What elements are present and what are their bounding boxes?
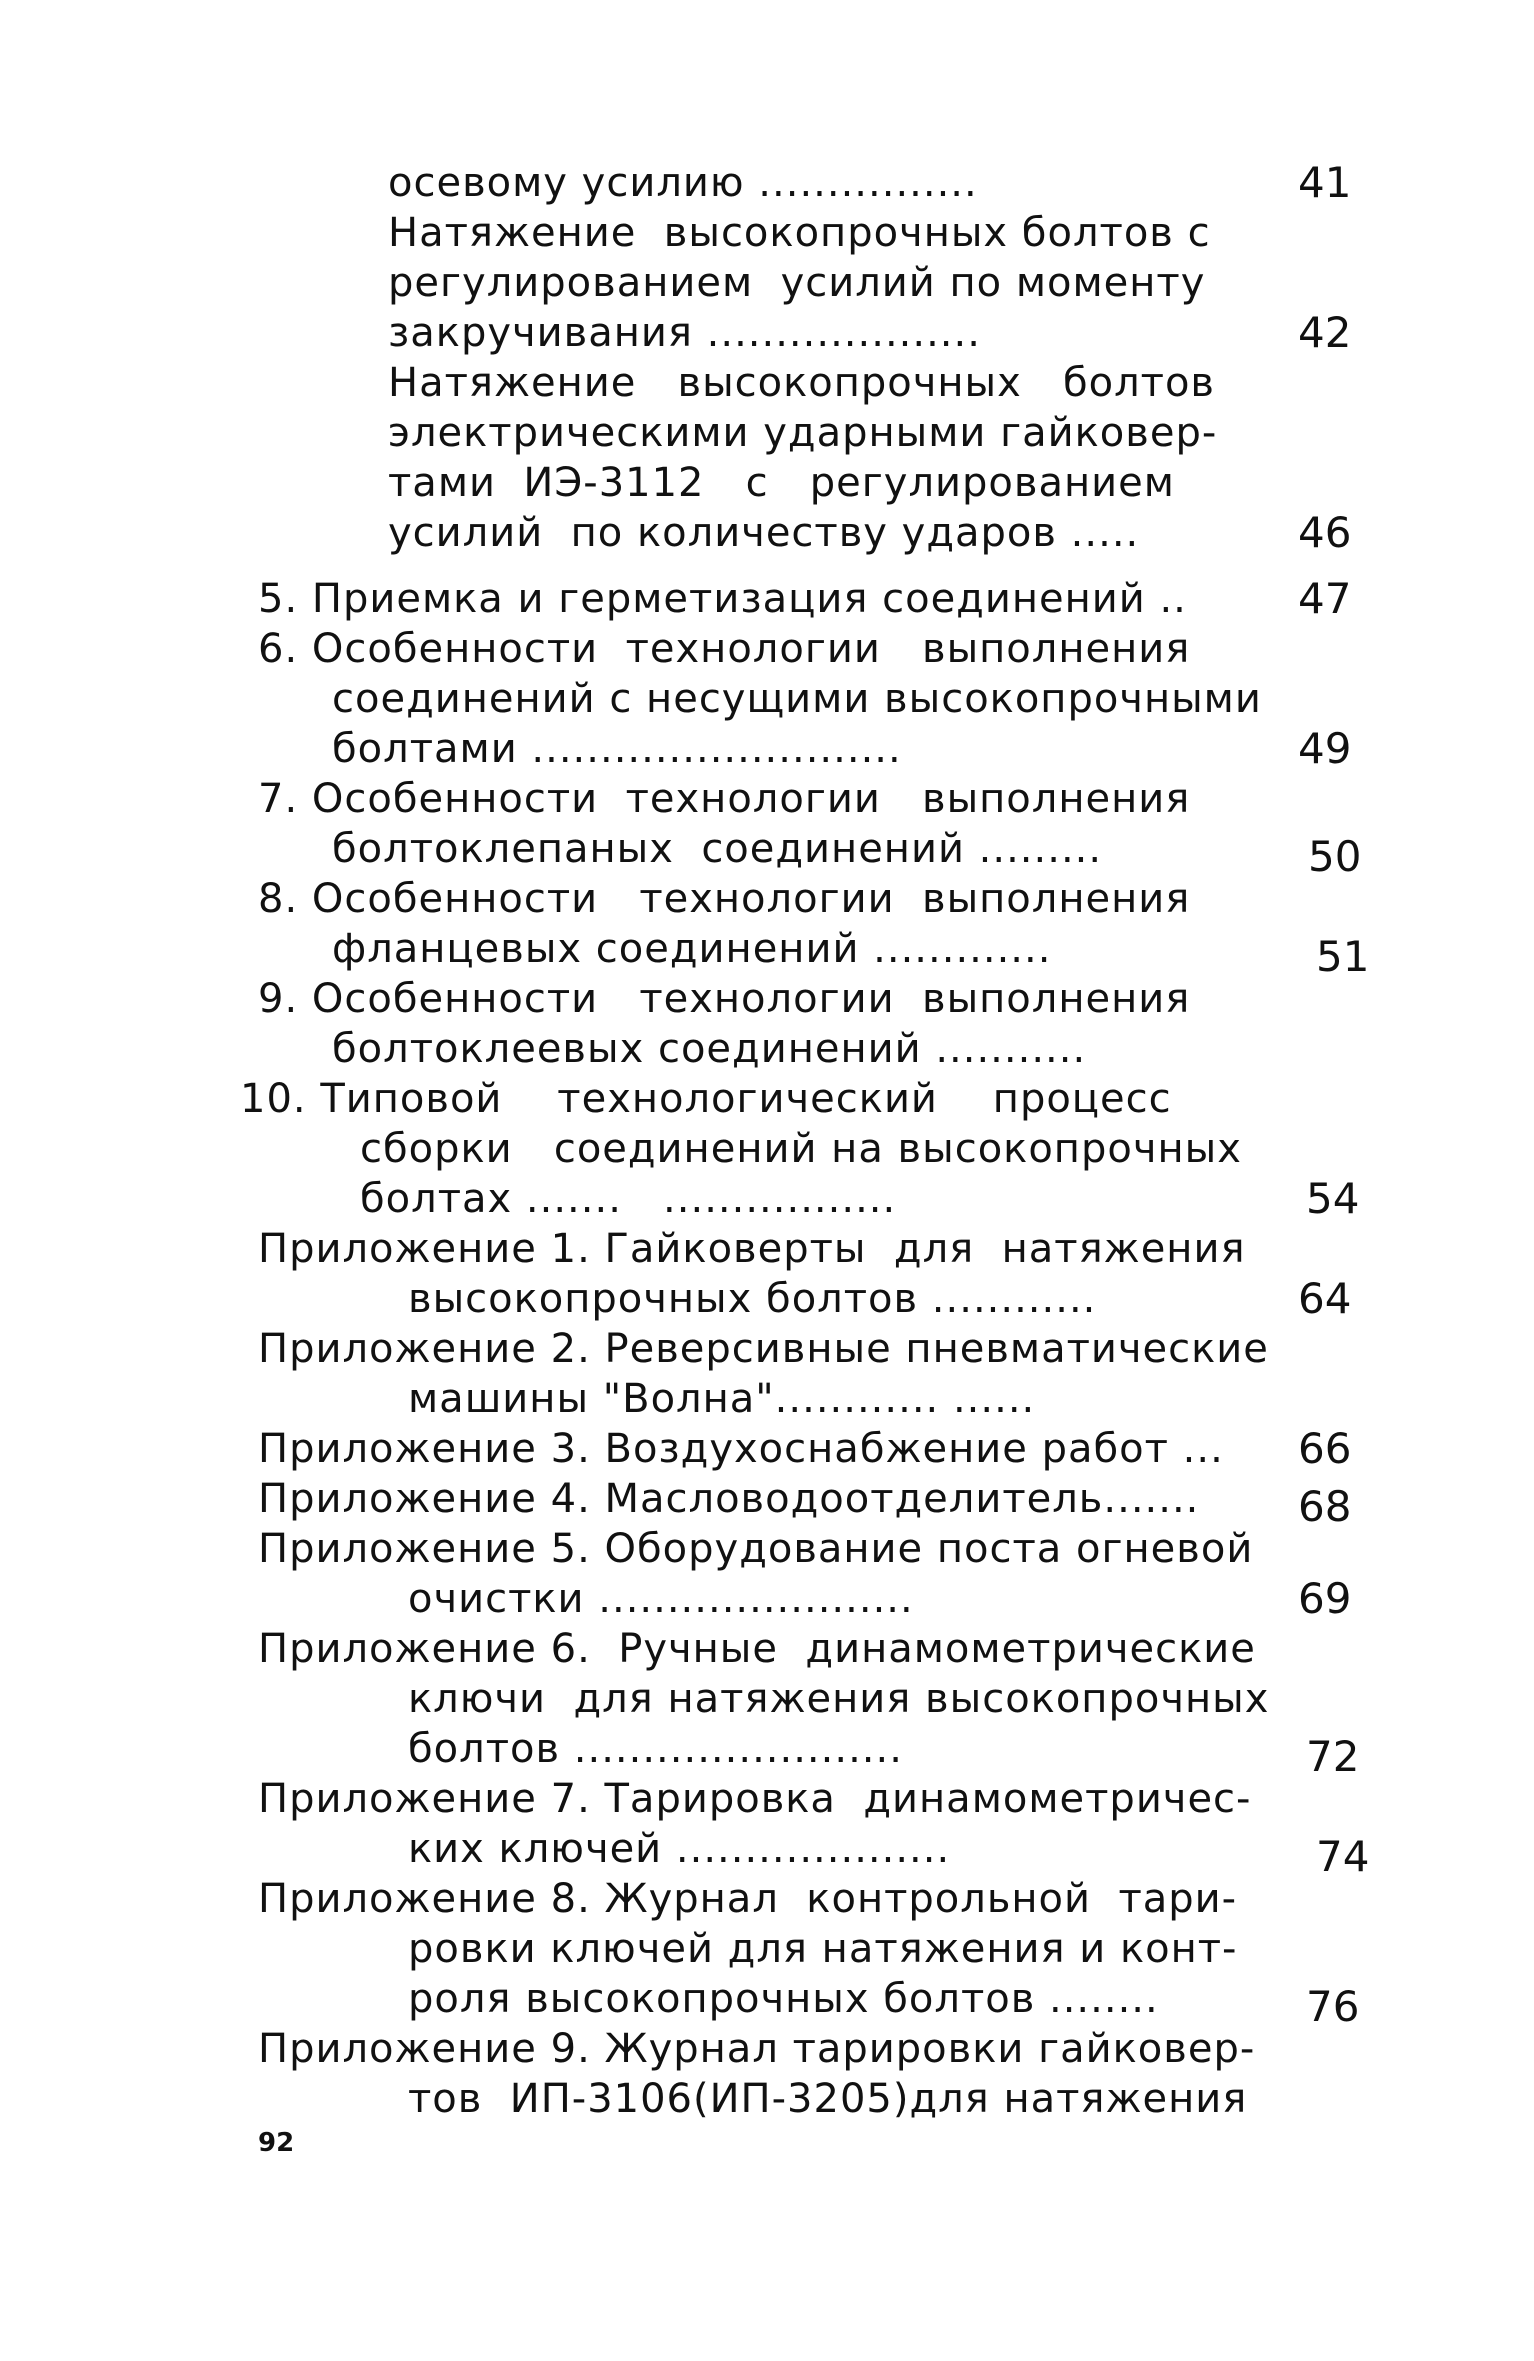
toc-line: закручивания .................... <box>388 310 981 356</box>
toc-line: электрическими ударными гайковер- <box>388 410 1218 456</box>
toc-line: 7. Особенности технологии выполнения <box>258 776 1191 822</box>
toc-line: 9. Особенности технологии выполнения <box>258 976 1191 1022</box>
toc-page-number: 74 <box>1316 1832 1370 1881</box>
toc-line: Приложение 7. Тарировка динамометричес- <box>258 1776 1252 1822</box>
toc-line: регулированием усилий по моменту <box>388 260 1206 306</box>
toc-page-number: 76 <box>1306 1982 1360 2031</box>
toc-line: тов ИП-3106(ИП-3205)для натяжения <box>408 2076 1248 2122</box>
toc-page-number: 54 <box>1306 1174 1360 1223</box>
toc-line: машины "Волна"............ ...... <box>408 1376 1036 1422</box>
toc-line: Приложение 2. Реверсивные пневматические <box>258 1326 1269 1372</box>
toc-line: 5. Приемка и герметизация соединений .. <box>258 576 1187 622</box>
toc-line: ких ключей .................... <box>408 1826 951 1872</box>
toc-line: Приложение 6. Ручные динамометрические <box>258 1626 1256 1672</box>
toc-line: ключи для натяжения высокопрочных <box>408 1676 1270 1722</box>
toc-line: усилий по количеству ударов ..... <box>388 510 1140 556</box>
toc-page-number: 51 <box>1316 932 1370 981</box>
toc-line: ровки ключей для натяжения и конт- <box>408 1926 1238 1972</box>
toc-page-number: 64 <box>1298 1274 1352 1323</box>
toc-line: болтов ........................ <box>408 1726 903 1772</box>
toc-page-number: 50 <box>1308 832 1362 881</box>
toc-line: болтами ........................... <box>332 726 902 772</box>
toc-line: очистки ....................... <box>408 1576 914 1622</box>
toc-page-number: 47 <box>1298 574 1352 623</box>
page-folio: 92 <box>258 2128 295 2158</box>
toc-line: роля высокопрочных болтов ........ <box>408 1976 1159 2022</box>
toc-line: высокопрочных болтов ............ <box>408 1276 1097 1322</box>
toc-page-number: 46 <box>1298 508 1352 557</box>
toc-page-number: 68 <box>1298 1482 1352 1531</box>
toc-line: тами ИЭ-3112 с регулированием <box>388 460 1175 506</box>
toc-line: Приложение 5. Оборудование поста огневой <box>258 1526 1254 1572</box>
toc-line: Приложение 8. Журнал контрольной тари- <box>258 1876 1238 1922</box>
toc-page-number: 72 <box>1306 1732 1360 1781</box>
toc-line: соединений с несущими высокопрочными <box>332 676 1262 722</box>
toc-line: болтах ....... ................. <box>360 1176 897 1222</box>
toc-line: Натяжение высокопрочных болтов <box>388 360 1216 406</box>
toc-line: фланцевых соединений ............. <box>332 926 1052 972</box>
toc-line: болтоклеевых соединений ........... <box>332 1026 1087 1072</box>
toc-line: Натяжение высокопрочных болтов с <box>388 210 1211 256</box>
toc-page-number: 41 <box>1298 158 1352 207</box>
toc-line: болтоклепаных соединений ......... <box>332 826 1103 872</box>
toc-line: сборки соединений на высокопрочных <box>360 1126 1242 1172</box>
toc-page-number: 49 <box>1298 724 1352 773</box>
toc-line: осевому усилию ................ <box>388 160 978 206</box>
toc-line: Приложение 1. Гайковерты для натяжения <box>258 1226 1246 1272</box>
toc-line: 10. Типовой технологический процесс <box>240 1076 1172 1122</box>
toc-page-number: 42 <box>1298 308 1352 357</box>
toc-line: Приложение 3. Воздухоснабжение работ ... <box>258 1426 1224 1472</box>
toc-page-number: 69 <box>1298 1574 1352 1623</box>
toc-line: Приложение 9. Журнал тарировки гайковер- <box>258 2026 1256 2072</box>
toc-line: Приложение 4. Масловодоотделитель....... <box>258 1476 1200 1522</box>
toc-page-number: 66 <box>1298 1424 1352 1473</box>
toc-line: 8. Особенности технологии выполнения <box>258 876 1191 922</box>
toc-line: 6. Особенности технологии выполнения <box>258 626 1191 672</box>
